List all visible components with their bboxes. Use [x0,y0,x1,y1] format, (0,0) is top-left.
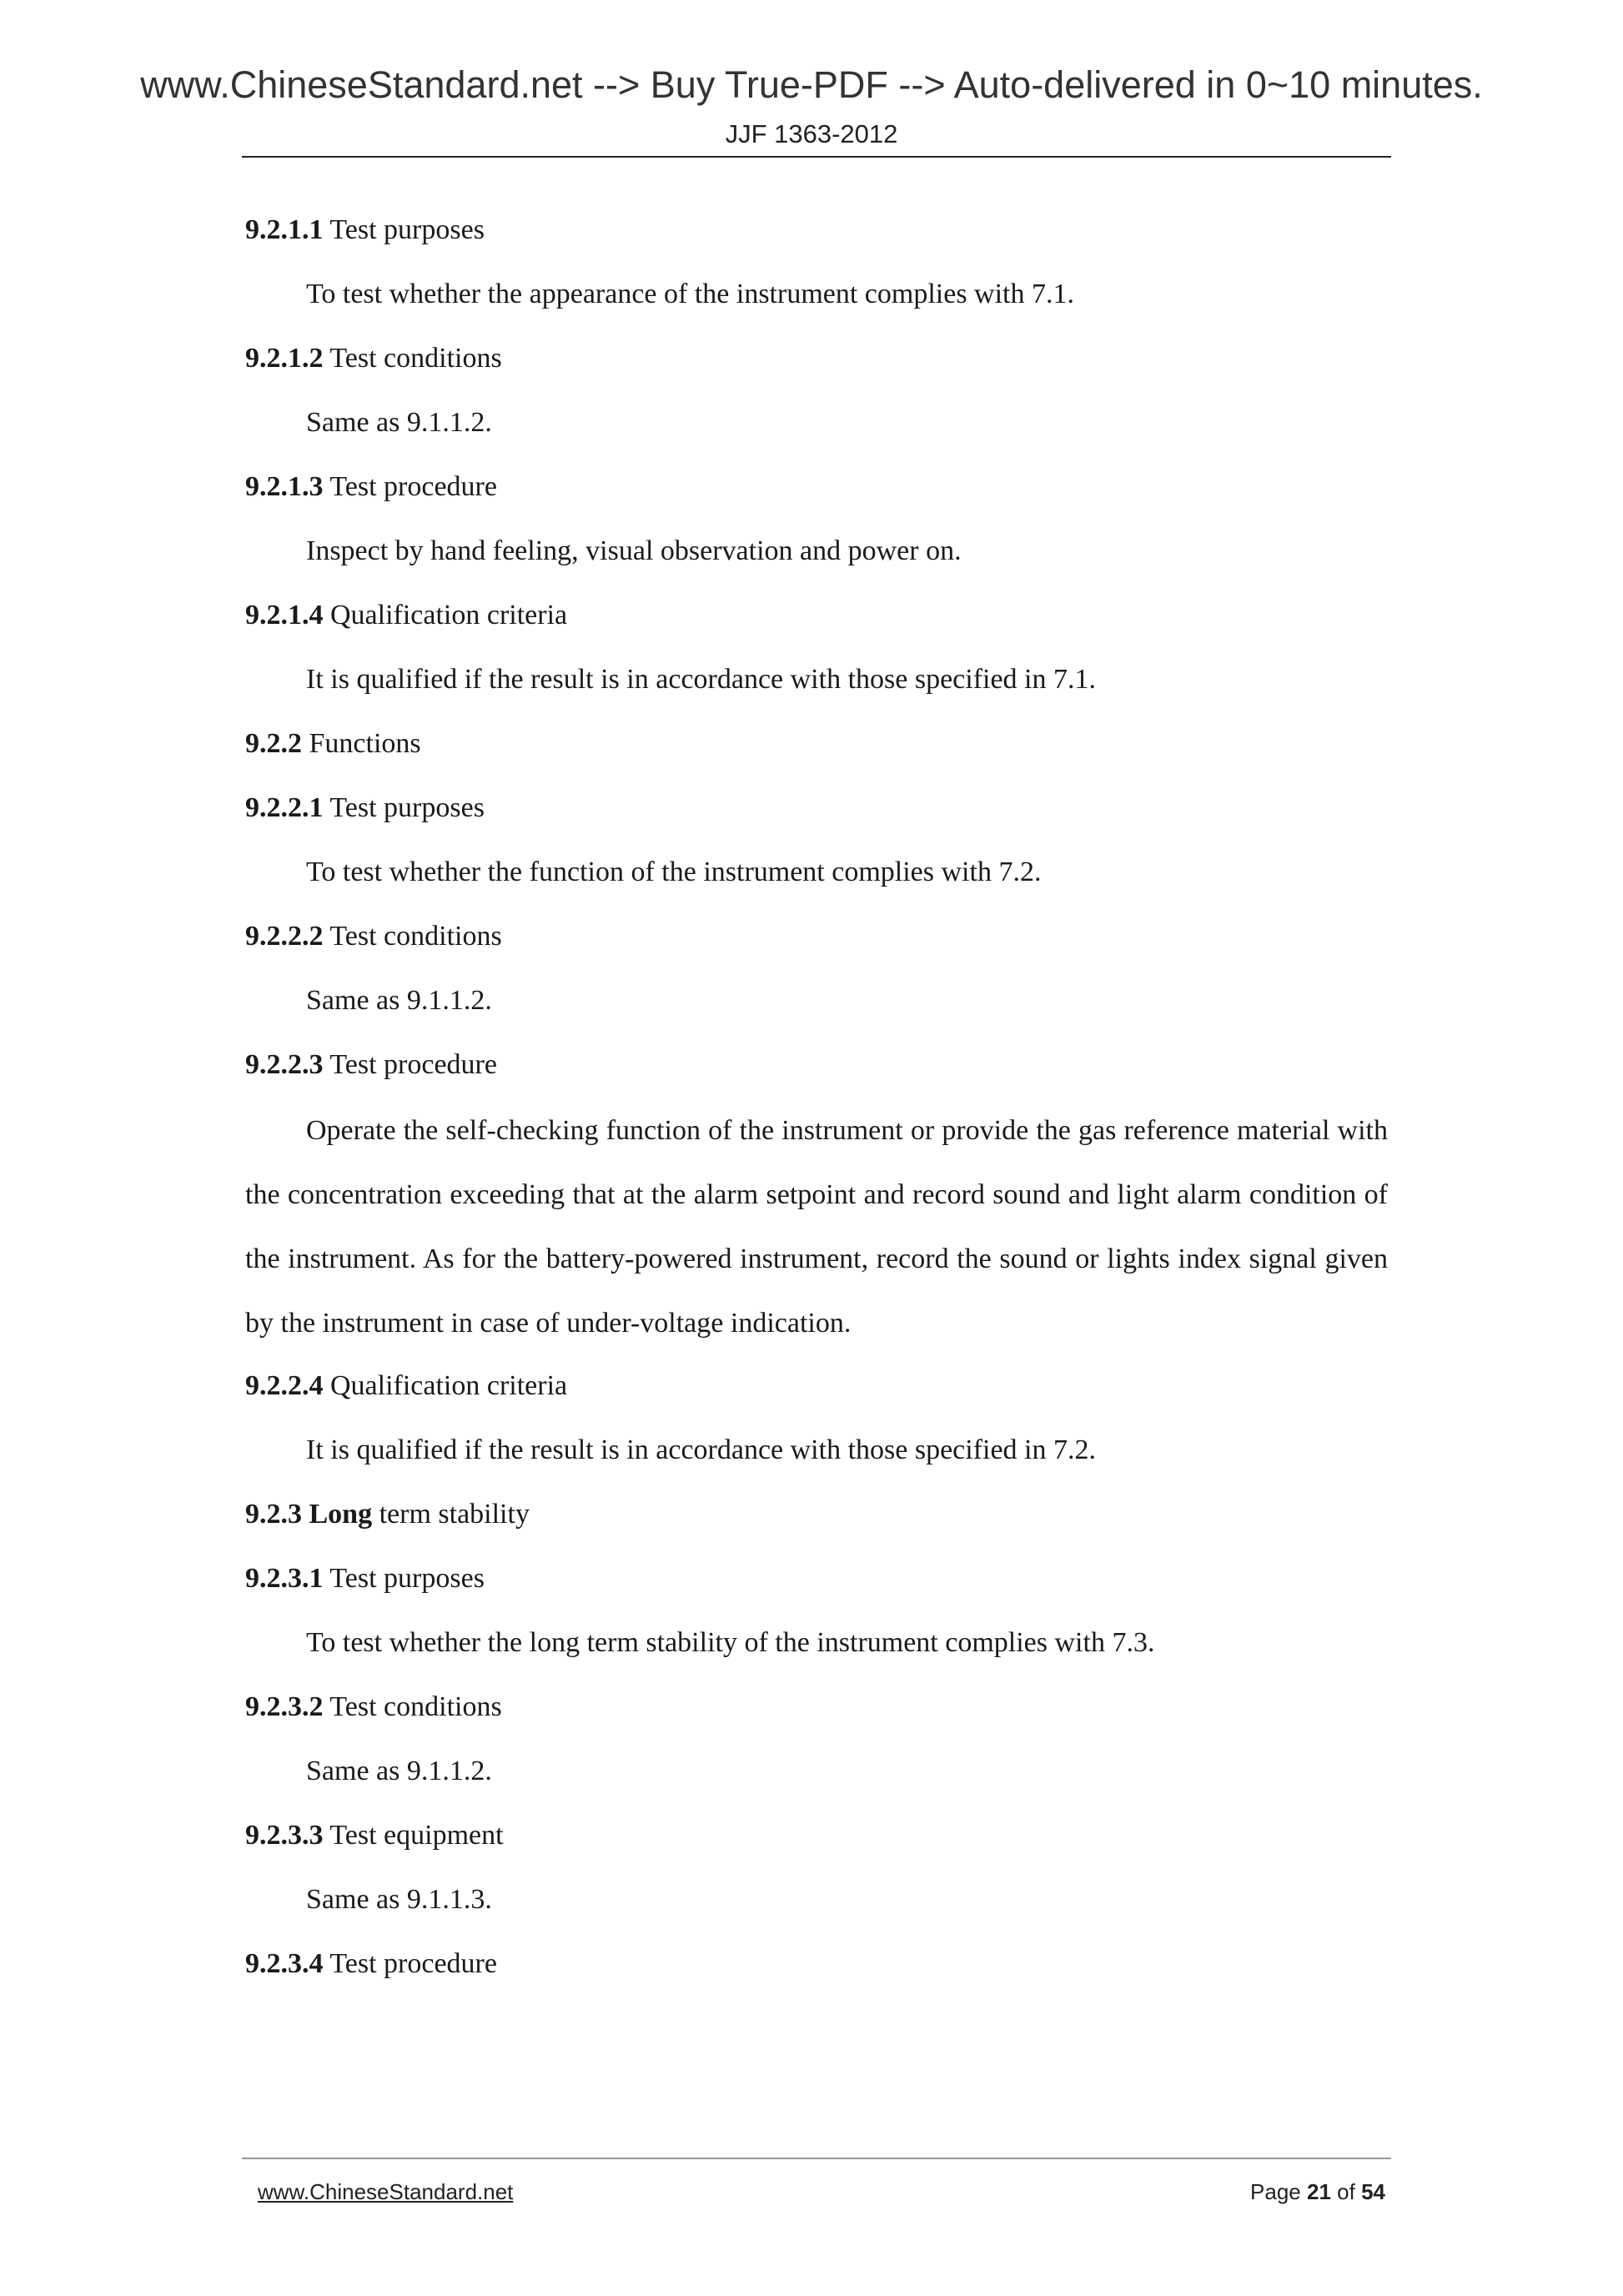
heading-9-2-3 [245,1499,530,1530]
footer-website-link[interactable]: www.ChineseStandard.net [258,2179,514,2204]
section-number: 9.2.3.3 [245,1820,324,1851]
section-title: Test purposes [329,1563,485,1594]
paragraph: To test whether the appearance of the instrument complies with 7.1. [306,279,1075,309]
section-title: Test procedure [329,1049,497,1080]
page-number [1250,2179,1385,2205]
section-number: 9.2.2.2 [245,921,324,952]
footer-divider [242,2158,1391,2159]
page-total: 54 [1361,2179,1385,2204]
section-number: 9.2.1.3 [245,471,324,502]
section-title: Qualification criteria [330,600,568,631]
section-number: 9.2.1.4 [245,600,324,631]
heading-9-2-2 [245,728,421,760]
section-number: 9.2.3 [245,1499,302,1530]
section-number: 9.2.3.1 [245,1563,324,1594]
section-title: Test procedure [329,471,497,502]
paragraph: Same as 9.1.1.2. [306,407,492,438]
heading-9-2-1-1 [245,214,485,246]
section-title: Test purposes [329,214,485,245]
paragraph: It is qualified if the result is in accordance with those specified in 7.1. [306,664,1097,695]
section-title: Functions [309,728,421,759]
section-number: 9.2.3.2 [245,1691,324,1722]
heading-9-2-2-3 [245,1049,497,1081]
heading-9-2-1-3 [245,471,497,503]
heading-9-2-3-4 [245,1948,497,1980]
section-number: 9.2.3.4 [245,1948,324,1979]
paragraph: To test whether the long term stability of the instrument complies with 7.3. [306,1627,1155,1658]
section-number: 9.2.2.3 [245,1049,324,1080]
section-number: 9.2.2 [245,728,302,759]
paragraph: Same as 9.1.1.3. [306,1884,492,1915]
paragraph: Same as 9.1.1.2. [306,985,492,1016]
document-body [245,0,1388,2135]
section-title: Test conditions [329,343,502,374]
heading-9-2-3-2 [245,1691,502,1723]
section-title: Test equipment [329,1820,504,1851]
standard-code: JJF 1363-2012 [725,119,898,148]
section-title-bold: Long [309,1499,373,1530]
section-number: 9.2.2.1 [245,792,324,823]
section-number: 9.2.2.4 [245,1370,324,1401]
section-title: Test procedure [329,1948,497,1979]
heading-9-2-2-4 [245,1370,567,1402]
paragraph: Inspect by hand feeling, visual observation and power on. [306,535,962,566]
section-title: Test conditions [329,1691,502,1722]
paragraph-procedure: Operate the self-checking function of the instrument or provide the gas reference material with the concentration exceeding that at the alarm setpoint and record sound and light alarm condition of the instrument. As for the battery-powered instrument, record the sound or lights index signal given by the instrument in case of under-voltage indication. [245,1115,1388,1339]
page-of: of [1337,2179,1355,2204]
paragraph: Same as 9.1.1.2. [306,1756,492,1786]
section-title: Qualification criteria [330,1370,568,1401]
section-title: term stability [379,1499,530,1530]
paragraph: It is qualified if the result is in accordance with those specified in 7.2. [306,1434,1097,1465]
page-label: Page [1250,2179,1301,2204]
section-number: 9.2.1.1 [245,214,324,245]
heading-9-2-3-3 [245,1820,504,1851]
page-current: 21 [1307,2179,1331,2204]
section-title: Test conditions [329,921,502,952]
top-banner: www.ChineseStandard.net --> Buy True-PDF --> Auto-delivered in 0~10 minutes. [140,63,1483,106]
heading-9-2-1-4 [245,600,567,631]
section-title: Test purposes [329,792,485,823]
heading-9-2-1-2 [245,343,502,374]
paragraph: To test whether the function of the instrument complies with 7.2. [306,857,1042,887]
heading-9-2-2-2 [245,921,502,952]
heading-9-2-2-1 [245,792,485,824]
heading-9-2-3-1 [245,1563,485,1595]
section-number: 9.2.1.2 [245,343,324,374]
